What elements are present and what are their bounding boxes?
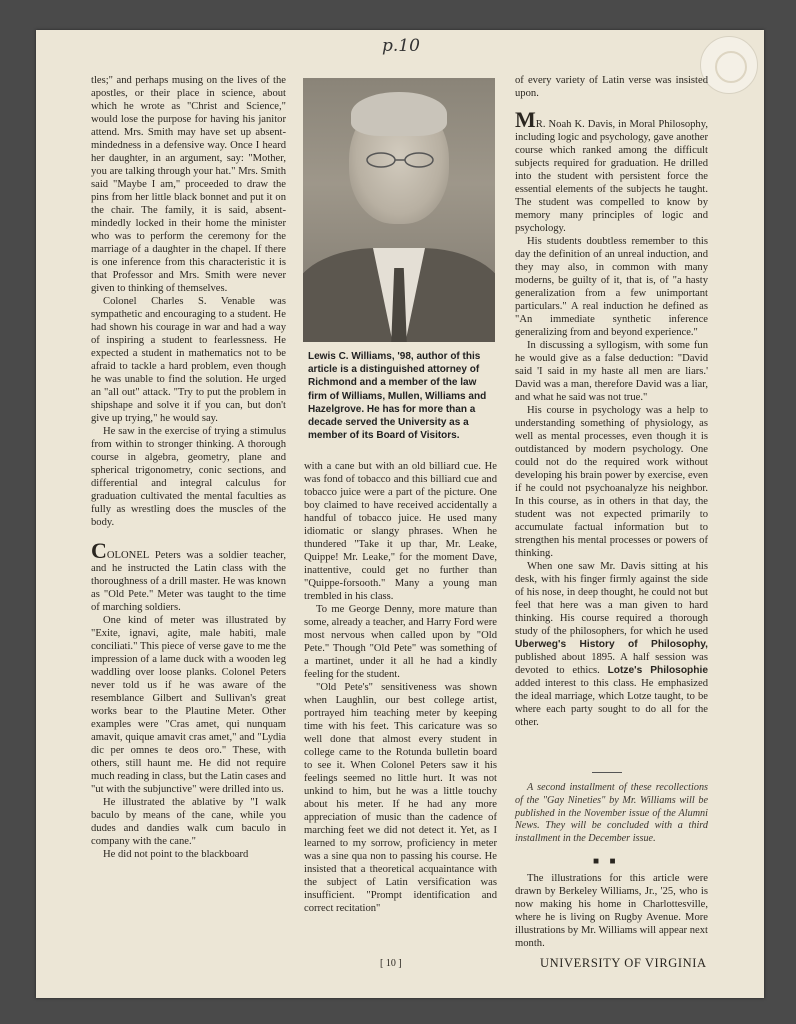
paragraph [515,560,708,729]
column-left [91,74,286,861]
running-head: UNIVERSITY OF VIRGINIA [540,956,707,970]
small-caps-lead: R. [535,119,546,130]
column-middle [304,460,497,915]
section-text: Peters was a soldier teacher, and he instructed the Latin class with the thoroughness of a drill master. He was known as "Old Pete." Meter was taught to the time of marching soldiers. [91,550,286,613]
paragraph: His students doubtless remember to this day the definition of an unreal induction, and they may also, in common with many moderns, be guilty of it, that is, of "a hasty generalization from a few unimportant particulars." A real induction he defined as "An immediate synthetic inference generalizing from and beyond experience." [515,236,708,338]
paragraph: with a cane but with an old billiard cue. He was fond of tobacco and this billiard cue and tobacco juice were a part of the picture. One boy claimed to have received accidentally a handful of tobacco juice. He used many idiomatic or slangy phrases. When he thundered "Take it up thar, Mr. Leake, Quippe! Mr. Leake," for the moment Dave, inattentive, could get no further than "Quippe-forsooth." Many a young man trembled in his class. [304,461,497,602]
photo-caption: Lewis C. Williams, '98, author of this article is a distinguished attorney of Richmond and a member of the law firm of Williams, Mullen, Williams and Hazelgrove. He has for more than a decade served the University as a member of its Board of Visitors. [308,351,487,442]
drop-cap: M [515,107,536,132]
section-opening [515,107,708,235]
library-stamp-seal [700,36,758,94]
paragraph: Colonel Charles S. Venable was sympathetic and encouraging to a student. He had shown his courage in war and had a way of inspiring a student to fearlessness. He expected a student in mathematics not to be afraid to tackle a hard problem, even though he was unable to find the solution. He urged an "all out" attack. "Try to put the problem in shipshape and solve it if you can, but don't give up trying," he would say. [91,296,286,424]
paragraph: He saw in the exercise of trying a stimulus from within to stronger thinking. A thorough course in algebra, geometry, plane and spherical trigonometry, conic sections, and differential and integral calculus for graduation cultivated the mental faculties as fully as wrestling does the muscles of the body. [91,426,286,528]
credits-text: The illustrations for this article were drawn by Berkeley Williams, Jr., '25, who is now making his home in Charlottesville, where he is living on Rugby Avenue. More illustrations by Mr. Williams will appear next month. [515,873,708,949]
portrait-glasses [365,152,435,168]
book-title-bold: Lotze's Philosophie [607,665,708,676]
editor-note [515,782,708,846]
text-run: added interest to this class. He emphasized the ideal marriage, which Lotze taught, to be where each party sought to do all for the other. [515,678,708,728]
editor-note-text: A second installment of these recollections of the "Gay Nineties" by Mr. Williams will be published in the November issue of the Alumni News. They will be concluded with a third installment in the December issue. [515,782,708,845]
paragraph: tles;" and perhaps musing on the lives of the apostles, or their place in science, about which he wrote as "Christ and Science," would lose the purpose for having his janitor attend. Mrs. Smith may have set up absent-mindedness in a defensive way. Once I heard her daughter, in an argument, say: "Mother, you are talking through your hat." Mrs. Smith said "Maybe I am," proceeded to draw the pins from her little black bonnet and put it on the chair. The family, it is said, absent-mindedly locked in their home the minister who was to perform the ceremony for the marriage of a daughter in the chapel. If there is one inference from this characteristic it is that Professor and Mrs. Smith were never given to thinking of themselves. [91,75,286,294]
paragraph: He did not point to the blackboard [103,849,249,860]
paragraph: His course in psychology was a help to understanding something of physiology, as well as mental processes, even though it is outdistanced by modern psychology. One could not do the required work without developing his brain power by exercise, even if he could not psychoanalyze his neighbor. In this course, as in others in that day, the student was not expected primarily to accumulate factual information but to strengthen his mental processes or powers of thinking. [515,405,708,559]
text-run: When one saw Mr. Davis sitting at his desk, with his finger firmly against the side of his nose, in deep thought, he could not but feel that here was a man given to hard thinking. His course required a thorough study of the philosophers, for which he used [515,561,708,637]
small-caps-lead: OLONEL [106,550,150,561]
section-divider-rule [592,772,622,773]
illustration-credits [515,872,708,950]
magazine-page [36,30,764,998]
paragraph: He illustrated the ablative by "I walk baculo by means of the cane, while you dudes and dandies walk cum baculo in company with the cane." [91,797,286,847]
paragraph: of every variety of Latin verse was insisted upon. [515,75,708,99]
book-title-bold: Uberweg's History of Philosophy, [515,639,708,650]
portrait-hair [351,92,447,136]
text-run: published about 1895. A half session was devoted to ethics. [515,652,708,676]
paragraph: To me George Denny, more mature than some, already a teacher, and Harry Ford were most nervous when called upon by "Old Pete." Though "Old Pete" was something of a martinet, under it all he had a kindly feeling for the student. [304,604,497,680]
paragraph: In discussing a syllogism, with some fun he would give as a false deduction: "David said 'I said in my haste all men are liars.' David was a man, therefore David was a liar, and what he said was not true." [515,340,708,403]
section-text: Noah K. Davis, in Moral Philosophy, including logic and psychology, gave another course which ranked among the difficult subjects required for graduation. He drilled into the student with persistent force the essential elements of the subjects he taught. The student was compelled to know by memory many principles of logic and psychology. [515,119,708,234]
ornament-divider: ■ ■ [593,856,620,867]
column-right [515,74,708,729]
page-number: [ 10 ] [380,958,402,969]
paragraph: "Old Pete's" sensitiveness was shown when Laughlin, our best college artist, portrayed him teaching meter by keeping time with his feet. This caricature was so well done that almost every student in college came to the Rotunda bulletin board to see it. When Colonel Peters saw it his feelings seemed no little hurt. It was not unkind to him, but he was a little touchy about his meter. If he had any more appreciation of music than the cadence of marching feet we did not detect it. Yet, as I learned to my sorrow, proficiency in meter was a sine qua non to passing his course. He insisted that a theoretical acquaintance with the subject of Latin versification was insufficient. "Prompt identification and correct recitation" [304,682,497,914]
handwritten-page-note: p.10 [382,36,420,56]
section-opening [91,538,286,614]
paragraph: One kind of meter was illustrated by "Exite, ignavi, agite, male habiti, male conciliati." This piece of verse gave to me the impression of a lame duck with a wooden leg waddling over loose planks. Colonel Peters never told us if he was aware of the resemblance Gilbert and Sullivan's great works bear to the Plautine Meter. Other examples were "Cras amet, qui nunquam amavit, quique amavit cras amet," and "Lydia dic per omnes te deos oro." These, with others, still haunt me. He did not require much reading in class, but the Latin cases and "ut with the subjunctive" were drilled into us. [91,615,286,795]
drop-cap: C [91,538,107,563]
author-portrait-photo [303,78,495,342]
